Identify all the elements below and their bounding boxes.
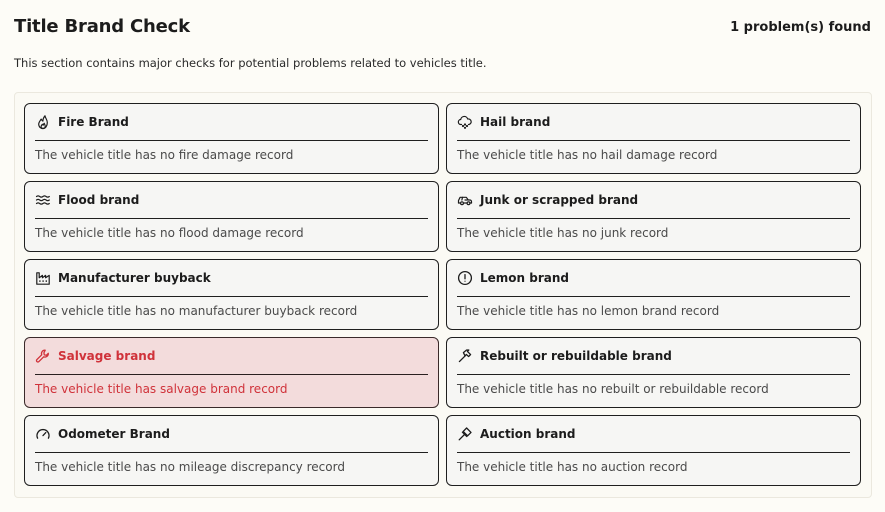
card-description: The vehicle title has no auction record [457, 460, 688, 474]
problem-count: 1 problem(s) found [730, 20, 871, 35]
hail-icon [457, 114, 473, 130]
card-description: The vehicle title has no fire damage record [35, 148, 294, 162]
gavel-icon [457, 426, 473, 442]
flood-icon [35, 192, 51, 208]
fire-icon [35, 114, 51, 130]
card-description: The vehicle title has no manufacturer buyback record [35, 304, 358, 318]
card-title: Auction brand [480, 427, 576, 441]
page-title: Title Brand Check [14, 16, 190, 37]
check-card-salvage [24, 337, 439, 408]
card-title: Flood brand [58, 193, 140, 207]
card-header [35, 338, 428, 375]
card-title: Rebuilt or rebuildable brand [480, 349, 672, 363]
card-description: The vehicle title has no rebuilt or rebuildable record [457, 382, 769, 396]
section-description: This section contains major checks for potential problems related to vehicles title. [14, 56, 487, 70]
hammer-icon [457, 348, 473, 364]
check-card-lemon [446, 259, 861, 330]
card-title: Hail brand [480, 115, 551, 129]
card-header [35, 416, 428, 453]
card-header [457, 182, 850, 219]
card-description: The vehicle title has no mileage discrepancy record [35, 460, 345, 474]
card-description: The vehicle title has no hail damage record [457, 148, 718, 162]
card-header [457, 260, 850, 297]
card-header [35, 182, 428, 219]
section-header [14, 16, 871, 44]
check-card-auction [446, 415, 861, 486]
check-card-odometer [24, 415, 439, 486]
checks-panel [14, 92, 872, 498]
check-card-manufacturer-buyback [24, 259, 439, 330]
card-header [457, 338, 850, 375]
card-description: The vehicle title has no junk record [457, 226, 669, 240]
card-description: The vehicle title has salvage brand record [35, 382, 288, 396]
check-card-rebuilt [446, 337, 861, 408]
card-description: The vehicle title has no lemon brand record [457, 304, 720, 318]
wrench-icon [35, 348, 51, 364]
card-title: Salvage brand [58, 349, 156, 363]
card-header [35, 260, 428, 297]
alert-circle-icon [457, 270, 473, 286]
check-card-hail [446, 103, 861, 174]
card-header [457, 416, 850, 453]
factory-icon [35, 270, 51, 286]
card-description: The vehicle title has no flood damage record [35, 226, 304, 240]
card-title: Fire Brand [58, 115, 129, 129]
check-card-fire [24, 103, 439, 174]
junk-car-icon [457, 192, 473, 208]
card-title: Odometer Brand [58, 427, 170, 441]
card-title: Junk or scrapped brand [480, 193, 639, 207]
checks-grid [24, 103, 861, 486]
card-title: Manufacturer buyback [58, 271, 211, 285]
card-header [457, 104, 850, 141]
check-card-junk [446, 181, 861, 252]
gauge-icon [35, 426, 51, 442]
check-card-flood [24, 181, 439, 252]
card-header [35, 104, 428, 141]
card-title: Lemon brand [480, 271, 569, 285]
